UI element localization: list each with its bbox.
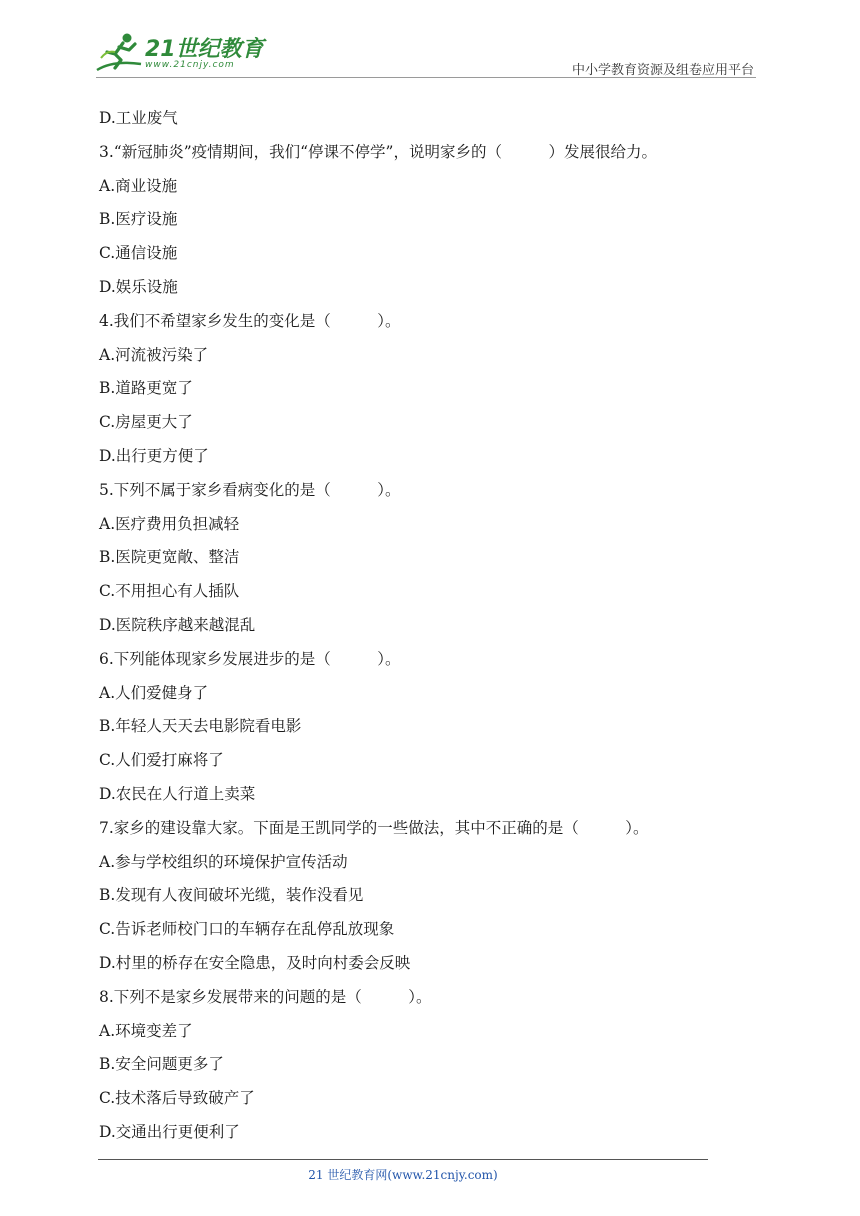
footer-link[interactable]: 21 世纪教育网(www.21cnjy.com) xyxy=(308,1168,498,1182)
option-line: A.河流被污染了 xyxy=(99,345,209,364)
question-content xyxy=(99,103,779,1151)
option-line: C.房屋更大了 xyxy=(99,413,193,432)
option-line: B.医疗设施 xyxy=(99,210,178,229)
logo-text: 21世纪教育 xyxy=(145,37,264,62)
option-line: D.交通出行更便利了 xyxy=(99,1122,240,1141)
option-line: D.出行更方便了 xyxy=(99,446,209,465)
option-line: A.人们爱健身了 xyxy=(99,683,209,702)
option-line: C.技术落后导致破产了 xyxy=(99,1089,255,1108)
question-8: 8.下列不是家乡发展带来的问题的是（ ）。 xyxy=(99,987,432,1006)
option-line: B.发现有人夜间破坏光缆，装作没看见 xyxy=(99,886,364,905)
page-header xyxy=(0,0,860,80)
site-logo[interactable] xyxy=(93,30,263,78)
option-line: D.农民在人行道上卖菜 xyxy=(99,784,256,803)
platform-title: 中小学教育资源及组卷应用平台 xyxy=(571,63,754,78)
option-line: B.医院更宽敞、整洁 xyxy=(99,548,240,567)
question-6: 6.下列能体现家乡发展进步的是（ ）。 xyxy=(99,649,401,668)
question-4: 4.我们不希望家乡发生的变化是（ ）。 xyxy=(99,311,401,330)
question-7: 7.家乡的建设靠大家。下面是王凯同学的一些做法，其中不正确的是（ ）。 xyxy=(99,818,649,837)
option-line: A.环境变差了 xyxy=(99,1021,193,1040)
option-line: B.安全问题更多了 xyxy=(99,1055,224,1074)
footer-divider xyxy=(98,1159,708,1160)
option-line: C.人们爱打麻将了 xyxy=(99,751,224,770)
option-line: C.不用担心有人插队 xyxy=(99,582,240,601)
option-line: A.商业设施 xyxy=(99,176,178,195)
option-line: D.工业废气 xyxy=(99,109,178,127)
option-line: B.年轻人天天去电影院看电影 xyxy=(99,717,302,736)
option-line: D.医院秩序越来越混乱 xyxy=(99,615,256,634)
option-line: B.道路更宽了 xyxy=(99,379,193,398)
option-line: C.告诉老师校门口的车辆存在乱停乱放现象 xyxy=(99,920,395,939)
option-line: A.医疗费用负担减轻 xyxy=(99,514,240,533)
logo-url: www.21cnjy.com xyxy=(145,60,235,70)
option-line: D.村里的桥存在安全隐患，及时向村委会反映 xyxy=(99,953,411,972)
option-line: A.参与学校组织的环境保护宣传活动 xyxy=(99,852,348,871)
question-5: 5.下列不属于家乡看病变化的是（ ）。 xyxy=(99,480,401,499)
header-divider xyxy=(96,77,756,78)
runner-logo-icon xyxy=(93,30,145,76)
option-line: C.通信设施 xyxy=(99,244,178,263)
option-line: D.娱乐设施 xyxy=(99,277,178,296)
question-3: 3.“新冠肺炎”疫情期间，我们“停课不停学”，说明家乡的（ ）发展很给力。 xyxy=(99,142,657,161)
